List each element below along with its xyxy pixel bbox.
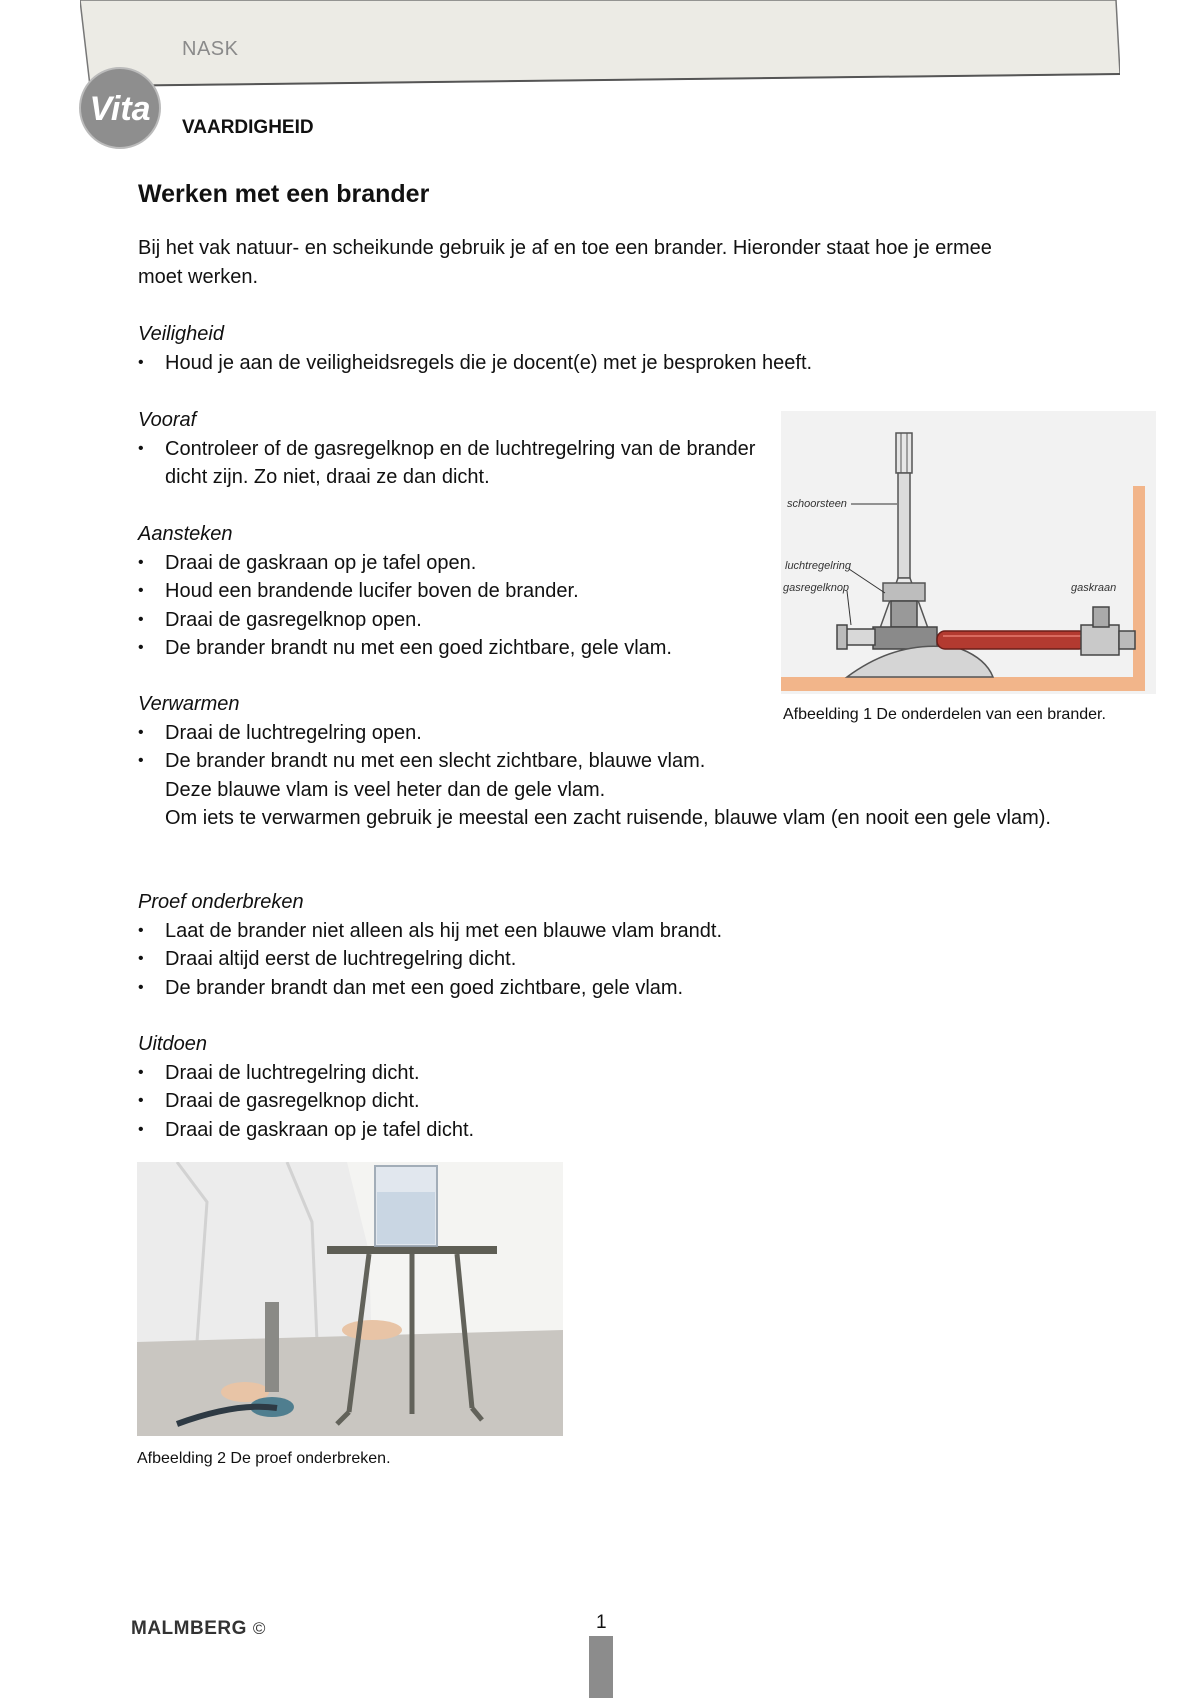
copyright-symbol: © — [252, 1619, 266, 1638]
list-item: • Draai de luchtregelring dicht. — [138, 1059, 1038, 1088]
list-item: • Controleer of de gasregelknop en de luchtregelring van de brander dicht zijn. Zo niet, draai ze dan dicht. — [138, 435, 758, 492]
category-label: VAARDIGHEID — [182, 117, 314, 138]
section-uitdoen — [138, 1030, 1038, 1144]
logo-text: Vita — [89, 90, 151, 128]
list-item: • De brander brandt dan met een goed zichtbare, gele vlam. — [138, 974, 1038, 1003]
label-gasregelknop: gasregelknop — [783, 582, 850, 594]
list-item: • De brander brandt nu met een slecht zichtbare, blauwe vlam. — [138, 747, 1068, 776]
list-item: • Draai de gaskraan op je tafel open. — [138, 549, 758, 578]
list-item: • De brander brandt nu met een goed zichtbare, gele vlam. — [138, 634, 758, 663]
section-heading: Aansteken — [138, 523, 233, 545]
label-gaskraan: gaskraan — [1071, 582, 1117, 594]
list-item: • Draai de gasregelknop open. — [138, 606, 758, 635]
section-veiligheid — [138, 320, 1038, 377]
section-proef-onderbreken — [138, 888, 1038, 1002]
list-item: • Draai altijd eerst de luchtregelring dicht. — [138, 945, 1038, 974]
subject-label: NASK — [182, 38, 239, 60]
intro-paragraph: Bij het vak natuur- en scheikunde gebruik je af en toe een brander. Hieronder staat hoe je ermee moet werken. — [138, 237, 992, 288]
continuation-text: Om iets te verwarmen gebruik je meestal een zacht ruisende, blauwe vlam (en nooit een gele vlam). — [165, 807, 1051, 829]
vita-logo — [76, 64, 164, 152]
list-item: • Houd een brandende lucifer boven de brander. — [138, 577, 758, 606]
list-item: • Houd je aan de veiligheidsregels die je docent(e) met je besproken heeft. — [138, 349, 1038, 378]
list-item: • Laat de brander niet alleen als hij met een blauwe vlam brandt. — [138, 917, 1038, 946]
label-schoorsteen: schoorsteen — [787, 498, 847, 510]
section-heading: Uitdoen — [138, 1033, 207, 1055]
brand-name: MALMBERG — [131, 1618, 247, 1639]
figure2-caption: Afbeelding 2 De proef onderbreken. — [137, 1450, 391, 1467]
list-item: • Draai de gasregelknop dicht. — [138, 1087, 1038, 1116]
publisher-brand — [131, 1618, 266, 1640]
page-number: 1 — [596, 1612, 607, 1633]
list-item: • Draai de gaskraan op je tafel dicht. — [138, 1116, 1038, 1145]
lab-photo — [137, 1162, 563, 1436]
continuation-text: Deze blauwe vlam is veel heter dan de gele vlam. — [165, 778, 606, 801]
section-heading: Vooraf — [138, 409, 197, 431]
page-tab-marker — [589, 1636, 613, 1698]
section-heading: Verwarmen — [138, 693, 240, 715]
list-item: • Draai de luchtregelring open. — [138, 719, 1068, 748]
figure1-caption: Afbeelding 1 De onderdelen van een brander. — [783, 706, 1106, 723]
label-luchtregelring: luchtregelring — [785, 560, 852, 572]
page-title: Werken met een brander — [138, 180, 430, 208]
section-heading: Proef onderbreken — [138, 891, 304, 913]
section-vooraf — [138, 406, 758, 492]
burner-diagram — [781, 411, 1156, 694]
section-heading: Veiligheid — [138, 323, 224, 345]
section-aansteken — [138, 520, 758, 663]
